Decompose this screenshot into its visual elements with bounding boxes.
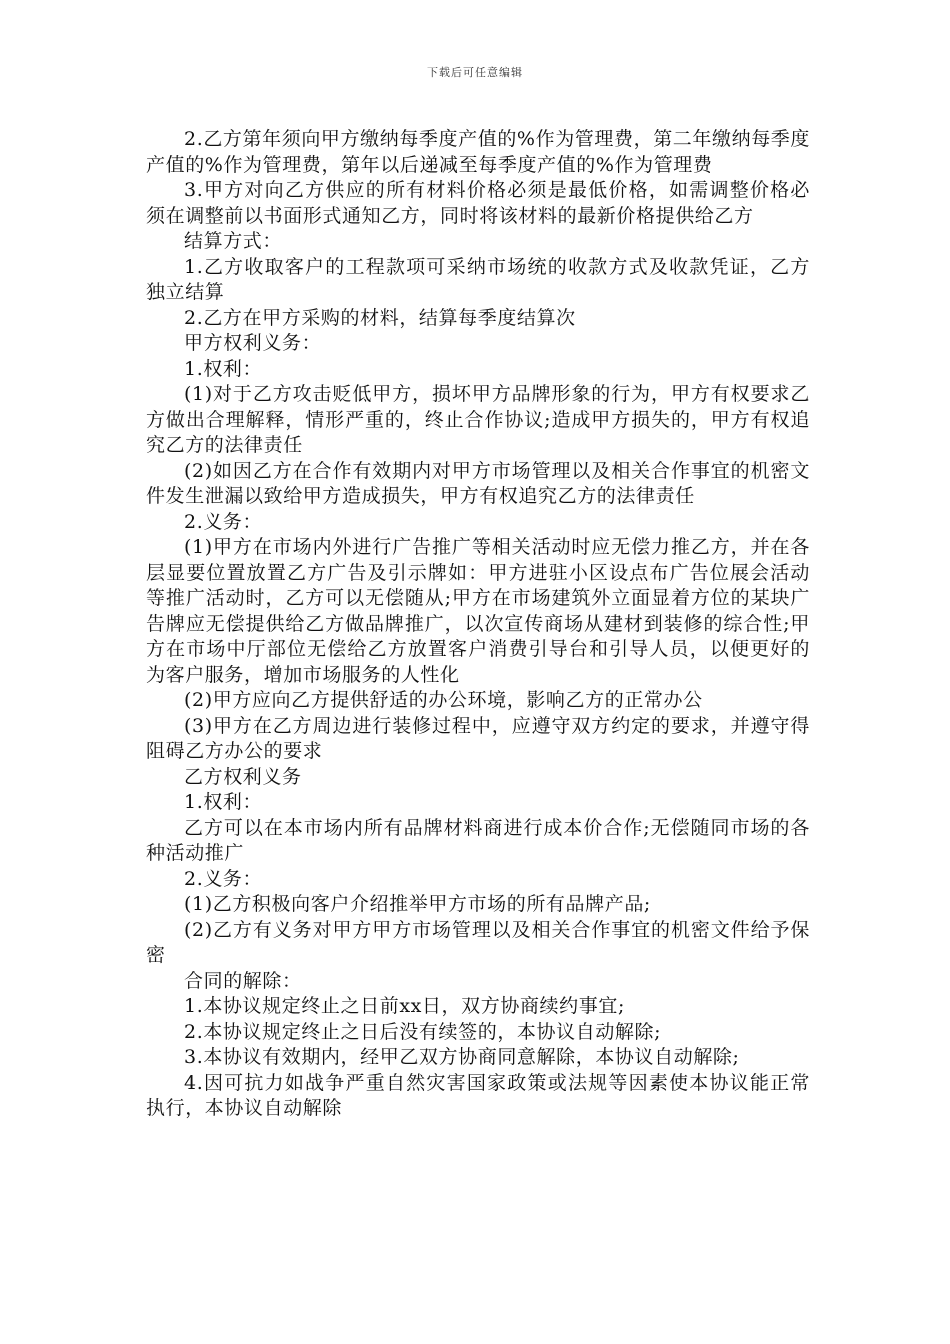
paragraph: 3.本协议有效期内，经甲乙双方协商同意解除，本协议自动解除; [184, 1046, 740, 1068]
section-heading: 结算方式： [184, 230, 283, 252]
paragraph: 2.乙方第年须向甲方缴纳每季度产值的%作为管理费，第二年缴纳每季度产值的%作为管理费，第年以后递减至每季度产值的%作为管理费 [146, 128, 810, 176]
subsection-heading: 2.义务： [184, 867, 263, 890]
paragraph: (2)乙方有义务对甲方甲方市场管理以及相关合作事宜的机密文件给予保密 [146, 918, 810, 966]
section-heading: 合同的解除： [184, 969, 302, 992]
paragraph: (1)乙方积极向客户介绍推举甲方市场的所有品牌产品; [184, 893, 651, 915]
paragraph: 2.本协议规定终止之日后没有续签的，本协议自动解除; [184, 1020, 662, 1043]
subsection-heading: 1.权利： [184, 357, 263, 380]
section-heading: 甲方权利义务： [184, 332, 322, 354]
paragraph: 2.乙方在甲方采购的材料，结算每季度结算次 [184, 306, 576, 329]
paragraph: (2)甲方应向乙方提供舒适的办公环境，影响乙方的正常办公 [184, 689, 703, 711]
document-body [146, 127, 810, 1122]
paragraph: (3)甲方在乙方周边进行装修过程中，应遵守双方约定的要求，并遵守得阻碍乙方办公的要求 [146, 714, 810, 762]
paragraph: (1)甲方在市场内外进行广告推广等相关活动时应无偿力推乙方，并在各层显要位置放置乙方广告及引示牌如：甲方进驻小区设点布广告位展会活动等推广活动时，乙方可以无偿随从;甲方在市场建筑外立面显着方位的某块广告牌应无偿提供给乙方做品牌推广，以次宣传商场从建材到装修的综合性;甲方在市场中厅部位无偿给乙方放置客户消费引导台和引导人员，以便更好的为客户服务，增加市场服务的人性化 [146, 536, 810, 686]
paragraph: 1.乙方收取客户的工程款项可采纳市场统的收款方式及收款凭证，乙方独立结算 [146, 255, 810, 303]
section-heading: 乙方权利义务 [184, 765, 302, 788]
page-header: 下载后可任意编辑 [427, 66, 523, 79]
paragraph: (2)如因乙方在合作有效期内对甲方市场管理以及相关合作事宜的机密文件发生泄漏以致给甲方造成损失，甲方有权追究乙方的法律责任 [146, 459, 810, 507]
subsection-heading: 1.权利： [184, 791, 263, 813]
paragraph: 4.因可抗力如战争严重自然灾害国家政策或法规等因素使本协议能正常执行，本协议自动解除 [146, 1071, 810, 1119]
paragraph: 3.甲方对向乙方供应的所有材料价格必须是最低价格，如需调整价格必须在调整前以书面形式通知乙方，同时将该材料的最新价格提供给乙方 [146, 179, 810, 227]
paragraph: 乙方可以在本市场内所有品牌材料商进行成本价合作;无偿随同市场的各种活动推广 [146, 816, 810, 864]
paragraph: 1.本协议规定终止之日前xx日，双方协商续约事宜; [184, 995, 625, 1017]
subsection-heading: 2.义务： [184, 510, 263, 533]
paragraph: (1)对于乙方攻击贬低甲方，损坏甲方品牌形象的行为，甲方有权要求乙方做出合理解释，情形严重的，终止合作协议;造成甲方损失的，甲方有权追究乙方的法律责任 [146, 383, 810, 456]
